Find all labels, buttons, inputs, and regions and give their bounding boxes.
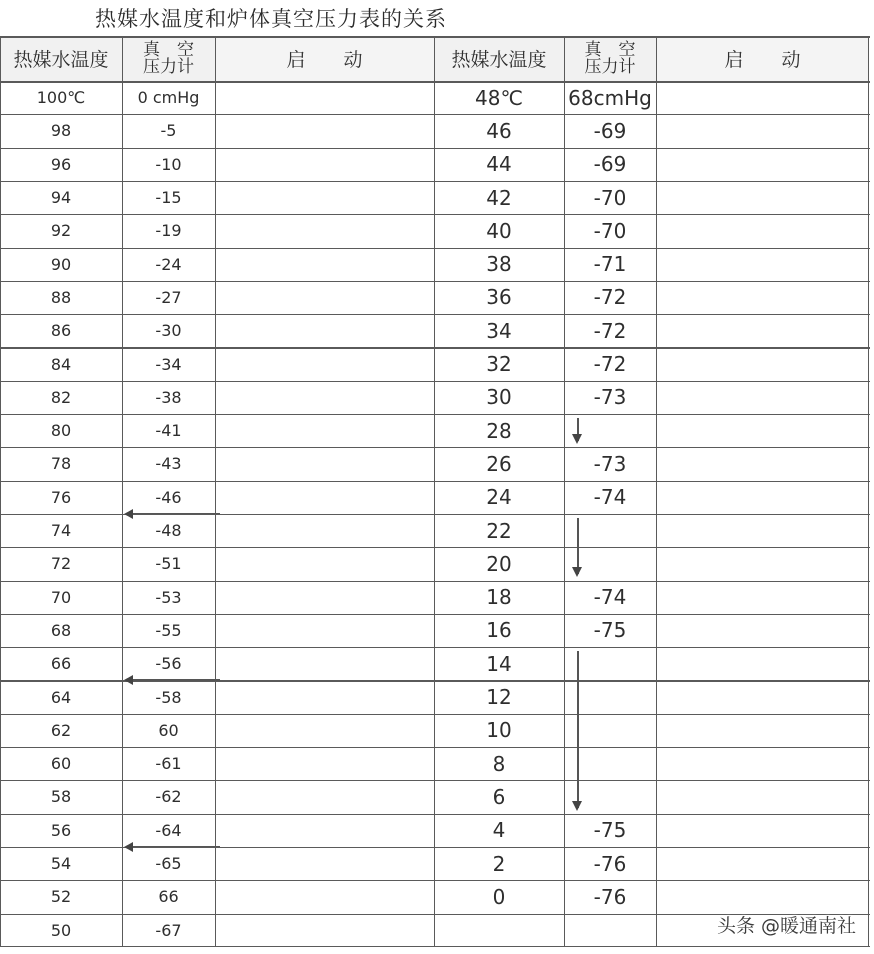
arrow-left-icon [126,513,220,515]
right-temp-cell: 20 [486,551,512,576]
right-vacuum-cell [564,914,656,947]
left-temp-cell: 88 [50,287,72,307]
temperature-vacuum-table [0,36,870,947]
left-vacuum-cell: -67 [155,920,182,940]
left-temp-cell: 90 [50,254,72,274]
right-vacuum-cell: -72 [593,318,627,343]
right-vacuum-cell: -70 [593,185,627,210]
table-horizontal-line [0,581,870,582]
left-vacuum-cell: -65 [155,854,182,874]
left-vacuum-cell: -51 [155,554,182,574]
right-vacuum-cell: -74 [593,485,627,510]
right-temp-cell: 30 [486,385,512,410]
left-vacuum-cell: -34 [155,354,182,374]
table-horizontal-line [0,81,870,83]
header-vacuum-top: 真 空 [143,39,194,60]
table-horizontal-line [0,481,870,482]
table-horizontal-line [0,36,870,38]
left-temp-cell: 50 [50,920,72,940]
table-horizontal-line [0,780,870,781]
table-vertical-line [656,36,657,947]
right-temp-cell: 6 [492,784,506,809]
left-temp-cell: 58 [50,787,72,807]
header-vacuum-left [122,36,215,81]
right-vacuum-cell: -76 [593,851,627,876]
header-vacuum-right [564,36,656,81]
arrow-down-icon [577,418,579,441]
arrow-left-icon [126,679,220,681]
left-temp-cell: 86 [50,321,72,341]
table-horizontal-line [0,314,870,315]
left-temp-cell: 64 [50,687,72,707]
right-vacuum-cell: -72 [593,285,627,310]
left-vacuum-cell: -19 [155,221,182,241]
left-temp-cell: 98 [50,121,72,141]
table-horizontal-line [0,880,870,881]
arrow-left-icon [126,846,220,848]
table-horizontal-line [0,747,870,748]
right-vacuum-cell: -73 [593,385,627,410]
header-temp-right: 热媒水温度 [434,36,564,81]
right-temp-cell: 42 [486,185,512,210]
table-horizontal-line [0,181,870,182]
left-vacuum-cell: -41 [155,421,182,441]
table-horizontal-line [0,414,870,415]
left-vacuum-cell: -53 [155,587,182,607]
left-vacuum-cell: -15 [155,188,182,208]
left-vacuum-cell: -5 [160,121,177,141]
left-temp-cell: 54 [50,854,72,874]
left-vacuum-cell: -64 [155,820,182,840]
left-vacuum-cell: 60 [158,720,179,740]
right-temp-cell: 36 [486,285,512,310]
right-temp-cell: 28 [486,418,512,443]
left-vacuum-cell: -48 [155,521,182,541]
right-vacuum-cell: -74 [593,585,627,610]
header-vacuum-bottom: 压力计 [143,56,194,77]
left-vacuum-cell: -30 [155,321,182,341]
left-vacuum-cell: -56 [155,654,182,674]
right-temp-cell: 14 [486,651,512,676]
left-temp-cell: 74 [50,521,72,541]
left-temp-cell: 78 [50,454,72,474]
left-temp-cell: 76 [50,487,72,507]
left-temp-cell: 92 [50,221,72,241]
table-vertical-line [564,36,565,947]
left-vacuum-cell: -62 [155,787,182,807]
left-temp-cell: 100℃ [36,88,86,108]
left-temp-cell: 68 [50,620,72,640]
table-horizontal-line [0,281,870,282]
right-temp-cell: 26 [486,451,512,476]
right-vacuum-cell: -70 [593,218,627,243]
left-vacuum-cell: -58 [155,687,182,707]
table-horizontal-line [0,148,870,149]
header-vacuum-bottom: 压力计 [584,56,636,77]
left-vacuum-cell: -38 [155,387,182,407]
right-temp-cell: 24 [486,485,512,510]
left-vacuum-cell: -27 [155,287,182,307]
right-temp-cell: 18 [486,585,512,610]
right-temp-cell: 0 [492,884,506,909]
left-vacuum-cell: -61 [155,754,182,774]
right-temp-cell: 40 [486,218,512,243]
table-vertical-line [0,36,1,947]
left-vacuum-cell: -46 [155,487,182,507]
table-horizontal-line [0,214,870,215]
left-temp-cell: 56 [50,820,72,840]
table-horizontal-line [0,248,870,249]
left-temp-cell: 94 [50,188,72,208]
left-vacuum-cell: 0 cmHg [137,88,200,108]
header-vacuum-top: 真 空 [584,39,636,60]
right-temp-cell: 48℃ [475,85,523,110]
table-vertical-line [434,36,435,947]
table-horizontal-line [0,647,870,648]
right-temp-cell: 16 [486,618,512,643]
right-temp-cell: 22 [486,518,512,543]
left-temp-cell: 52 [50,887,72,907]
left-temp-cell: 72 [50,554,72,574]
table-horizontal-line [0,547,870,548]
right-vacuum-cell: -69 [593,118,627,143]
right-vacuum-cell: -75 [593,618,627,643]
right-vacuum-cell: -72 [593,352,627,377]
right-vacuum-cell: -71 [593,252,627,277]
left-vacuum-cell: 66 [158,887,179,907]
right-temp-cell: 32 [486,352,512,377]
header-temp-left: 热媒水温度 [0,36,122,81]
left-temp-cell: 66 [50,654,72,674]
right-temp-cell: 34 [486,318,512,343]
left-temp-cell: 60 [50,754,72,774]
header-start-right: 启 动 [656,36,869,81]
table-horizontal-line [0,614,870,615]
left-vacuum-cell: -10 [155,154,182,174]
left-vacuum-cell: -43 [155,454,182,474]
arrow-down-icon [577,651,579,808]
watermark: 头条 @暖通南社 [716,915,856,937]
table-horizontal-line [0,347,870,348]
left-temp-cell: 80 [50,421,72,441]
left-temp-cell: 70 [50,587,72,607]
right-vacuum-cell: -75 [593,818,627,843]
table-vertical-line [868,36,869,947]
right-temp-cell: 38 [486,252,512,277]
right-vacuum-cell: -69 [593,152,627,177]
right-temp-cell [434,914,564,947]
table-horizontal-line [0,114,870,115]
table-title: 热媒水温度和炉体真空压力表的关系 [95,7,447,31]
left-temp-cell: 84 [50,354,72,374]
arrow-down-icon [577,518,579,575]
header-start-left: 启 动 [215,36,434,81]
right-temp-cell: 4 [492,818,506,843]
right-temp-cell: 10 [486,718,512,743]
right-vacuum-cell: -76 [593,884,627,909]
table-vertical-line [215,36,216,947]
left-temp-cell: 62 [50,720,72,740]
right-vacuum-cell: 68cmHg [568,85,652,110]
table-horizontal-line [0,447,870,448]
right-vacuum-cell: -73 [593,451,627,476]
right-temp-cell: 12 [486,685,512,710]
right-temp-cell: 46 [486,118,512,143]
table-vertical-line [122,36,123,947]
left-vacuum-cell: -55 [155,620,182,640]
right-temp-cell: 44 [486,152,512,177]
left-temp-cell: 82 [50,387,72,407]
table-horizontal-line [0,946,870,947]
table-horizontal-line [0,381,870,382]
left-vacuum-cell: -24 [155,254,182,274]
right-temp-cell: 2 [492,851,506,876]
right-temp-cell: 8 [492,751,506,776]
table-horizontal-line [0,814,870,815]
table-horizontal-line [0,714,870,715]
left-temp-cell: 96 [50,154,72,174]
